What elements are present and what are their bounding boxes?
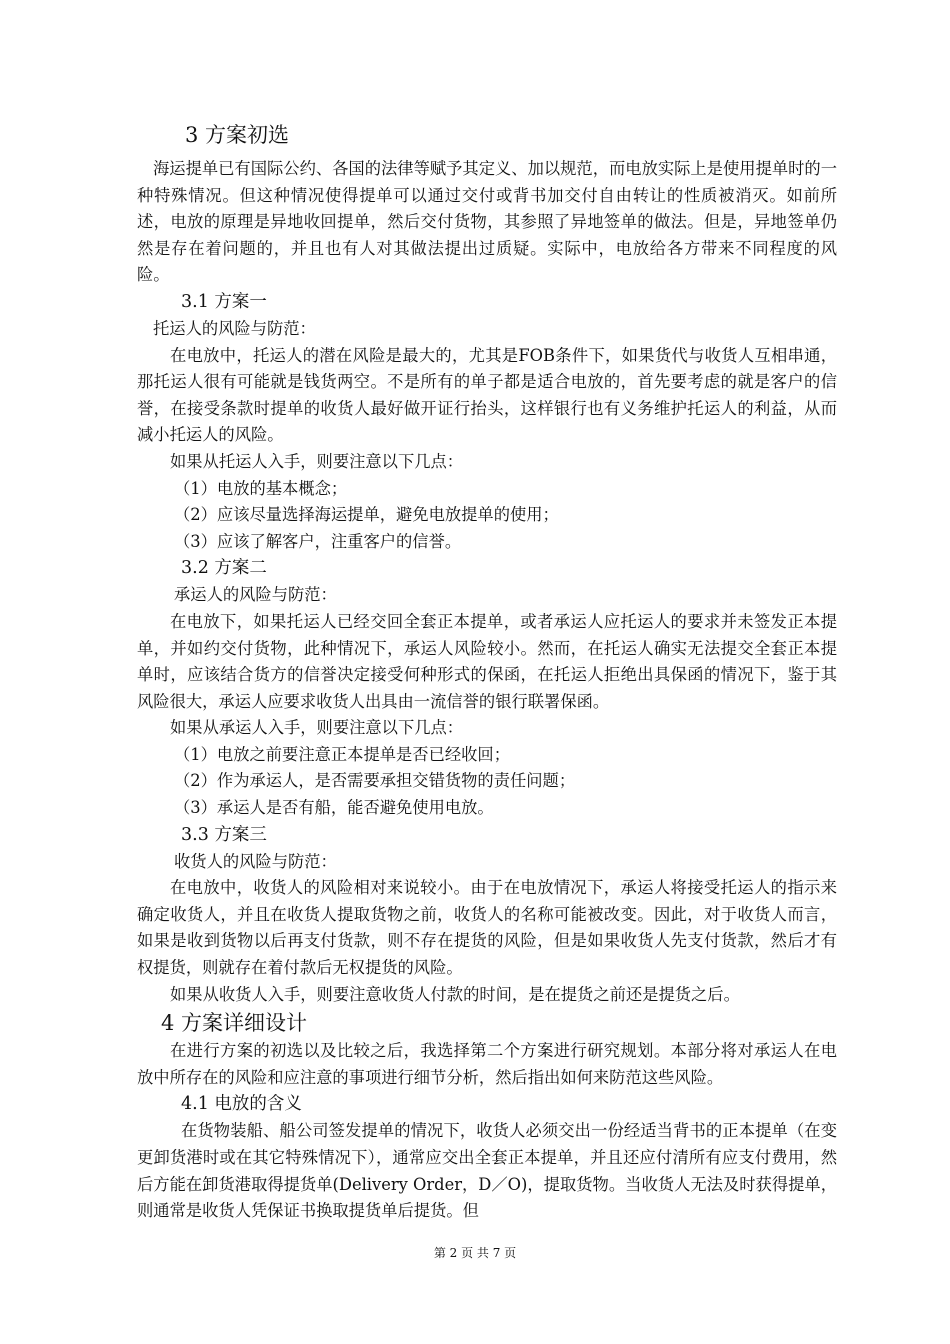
list-item: （3）应该了解客户，注重客户的信誉。 [174, 531, 462, 551]
section-4-intro: 在进行方案的初选以及比较之后，我选择第二个方案进行研究规划。本部分将对承运人在电放中所存在的风险和应注意的事项进行细节分析，然后指出如何来防范这些风险。 [137, 1041, 837, 1087]
section-3-2-paragraph: 在电放下，如果托运人已经交回全套正本提单，或者承运人应托运人的要求并未签发正本提单，并如约交付货物，此种情况下，承运人风险较小。然而，在托运人确实无法提交全套正本提单时，应该结合货方的信誉决定接受何种形式的保函，在托运人拒绝出具保函的情况下，鉴于其风险很大，承运人应要求收货人出具由一流信誉的银行联署保函。 [137, 611, 837, 711]
section-3-2-lead: 如果从承运人入手，则要注意以下几点： [170, 718, 464, 738]
list-item: （1）电放的基本概念； [174, 478, 348, 498]
section-4-title: 4 方案详细设计 [161, 1011, 308, 1036]
list-item: （2）应该尽量选择海运提单，避免电放提单的使用； [174, 505, 559, 525]
document-body [137, 120, 837, 1225]
section-4-1-title: 4.1 电放的含义 [181, 1094, 302, 1115]
section-3-1-lead: 如果从托运人入手，则要注意以下几点： [170, 451, 464, 471]
section-3-3-paragraph: 在电放中，收货人的风险相对来说较小。由于在电放情况下，承运人将接受托运人的指示来确定收货人，并且在收货人提取货物之前，收货人的名称可能被改变。因此，对于收货人而言，如果是收到货物以后再支付货款，则不存在提货的风险，但是如果收货人先支付货款，然后才有权提货，则就存在着付款后无权提货的风险。 [137, 878, 837, 978]
section-3-1-title: 3.1 方案一 [181, 291, 267, 312]
list-item: （3）承运人是否有船，能否避免使用电放。 [174, 798, 494, 818]
section-4-1-paragraph: 在货物装船、船公司签发提单的情况下，收货人必须交出一份经适当背书的正本提单（在变更卸货港时或在其它特殊情况下），通常应交出全套正本提单，并且还应付清所有应支付费用，然后方能在卸货港取得提货单(Delivery Order，D／O)，提取货物。当收货人无法及时获得提单，则通常是收货人凭保证书换取提货单后提货。但 [137, 1121, 837, 1221]
section-3-2-label: 承运人的风险与防范： [174, 585, 337, 605]
section-3-3-lead: 如果从收货人入手，则要注意收货人付款的时间，是在提货之前还是提货之后。 [170, 984, 740, 1004]
section-3-2-title: 3.2 方案二 [181, 558, 267, 579]
section-3-3-title: 3.3 方案三 [181, 824, 267, 845]
page-number: 第 2 页 共 7 页 [433, 1246, 517, 1260]
section-3-3-label: 收货人的风险与防范： [174, 851, 337, 871]
list-item: （1）电放之前要注意正本提单是否已经收回； [174, 744, 510, 764]
section-3-title: 3 方案初选 [185, 123, 290, 147]
section-3-1-paragraph: 在电放中，托运人的潜在风险是最大的，尤其是FOB条件下，如果货代与收货人互相串通，那托运人很有可能就是钱货两空。不是所有的单子都是适合电放的，首先要考虑的就是客户的信誉，在接受条款时提单的收货人最好做开证行抬头，这样银行也有义务维护托运人的利益，从而减小托运人的风险。 [137, 345, 837, 445]
section-3-1-label: 托运人的风险与防范： [153, 318, 316, 338]
section-3-intro: 海运提单已有国际公约、各国的法律等赋予其定义、加以规范，而电放实际上是使用提单时的一种特殊情况。但这种情况使得提单可以通过交付或背书加交付自由转让的性质被消灭。如前所述，电放的原理是异地收回提单，然后交付货物，其参照了异地签单的做法。但是，异地签单仍然是存在着问题的，并且也有人对其做法提出过质疑。实际中，电放给各方带来不同程度的风险。 [137, 159, 837, 285]
list-item: （2）作为承运人，是否需要承担交错货物的责任问题； [174, 771, 576, 791]
